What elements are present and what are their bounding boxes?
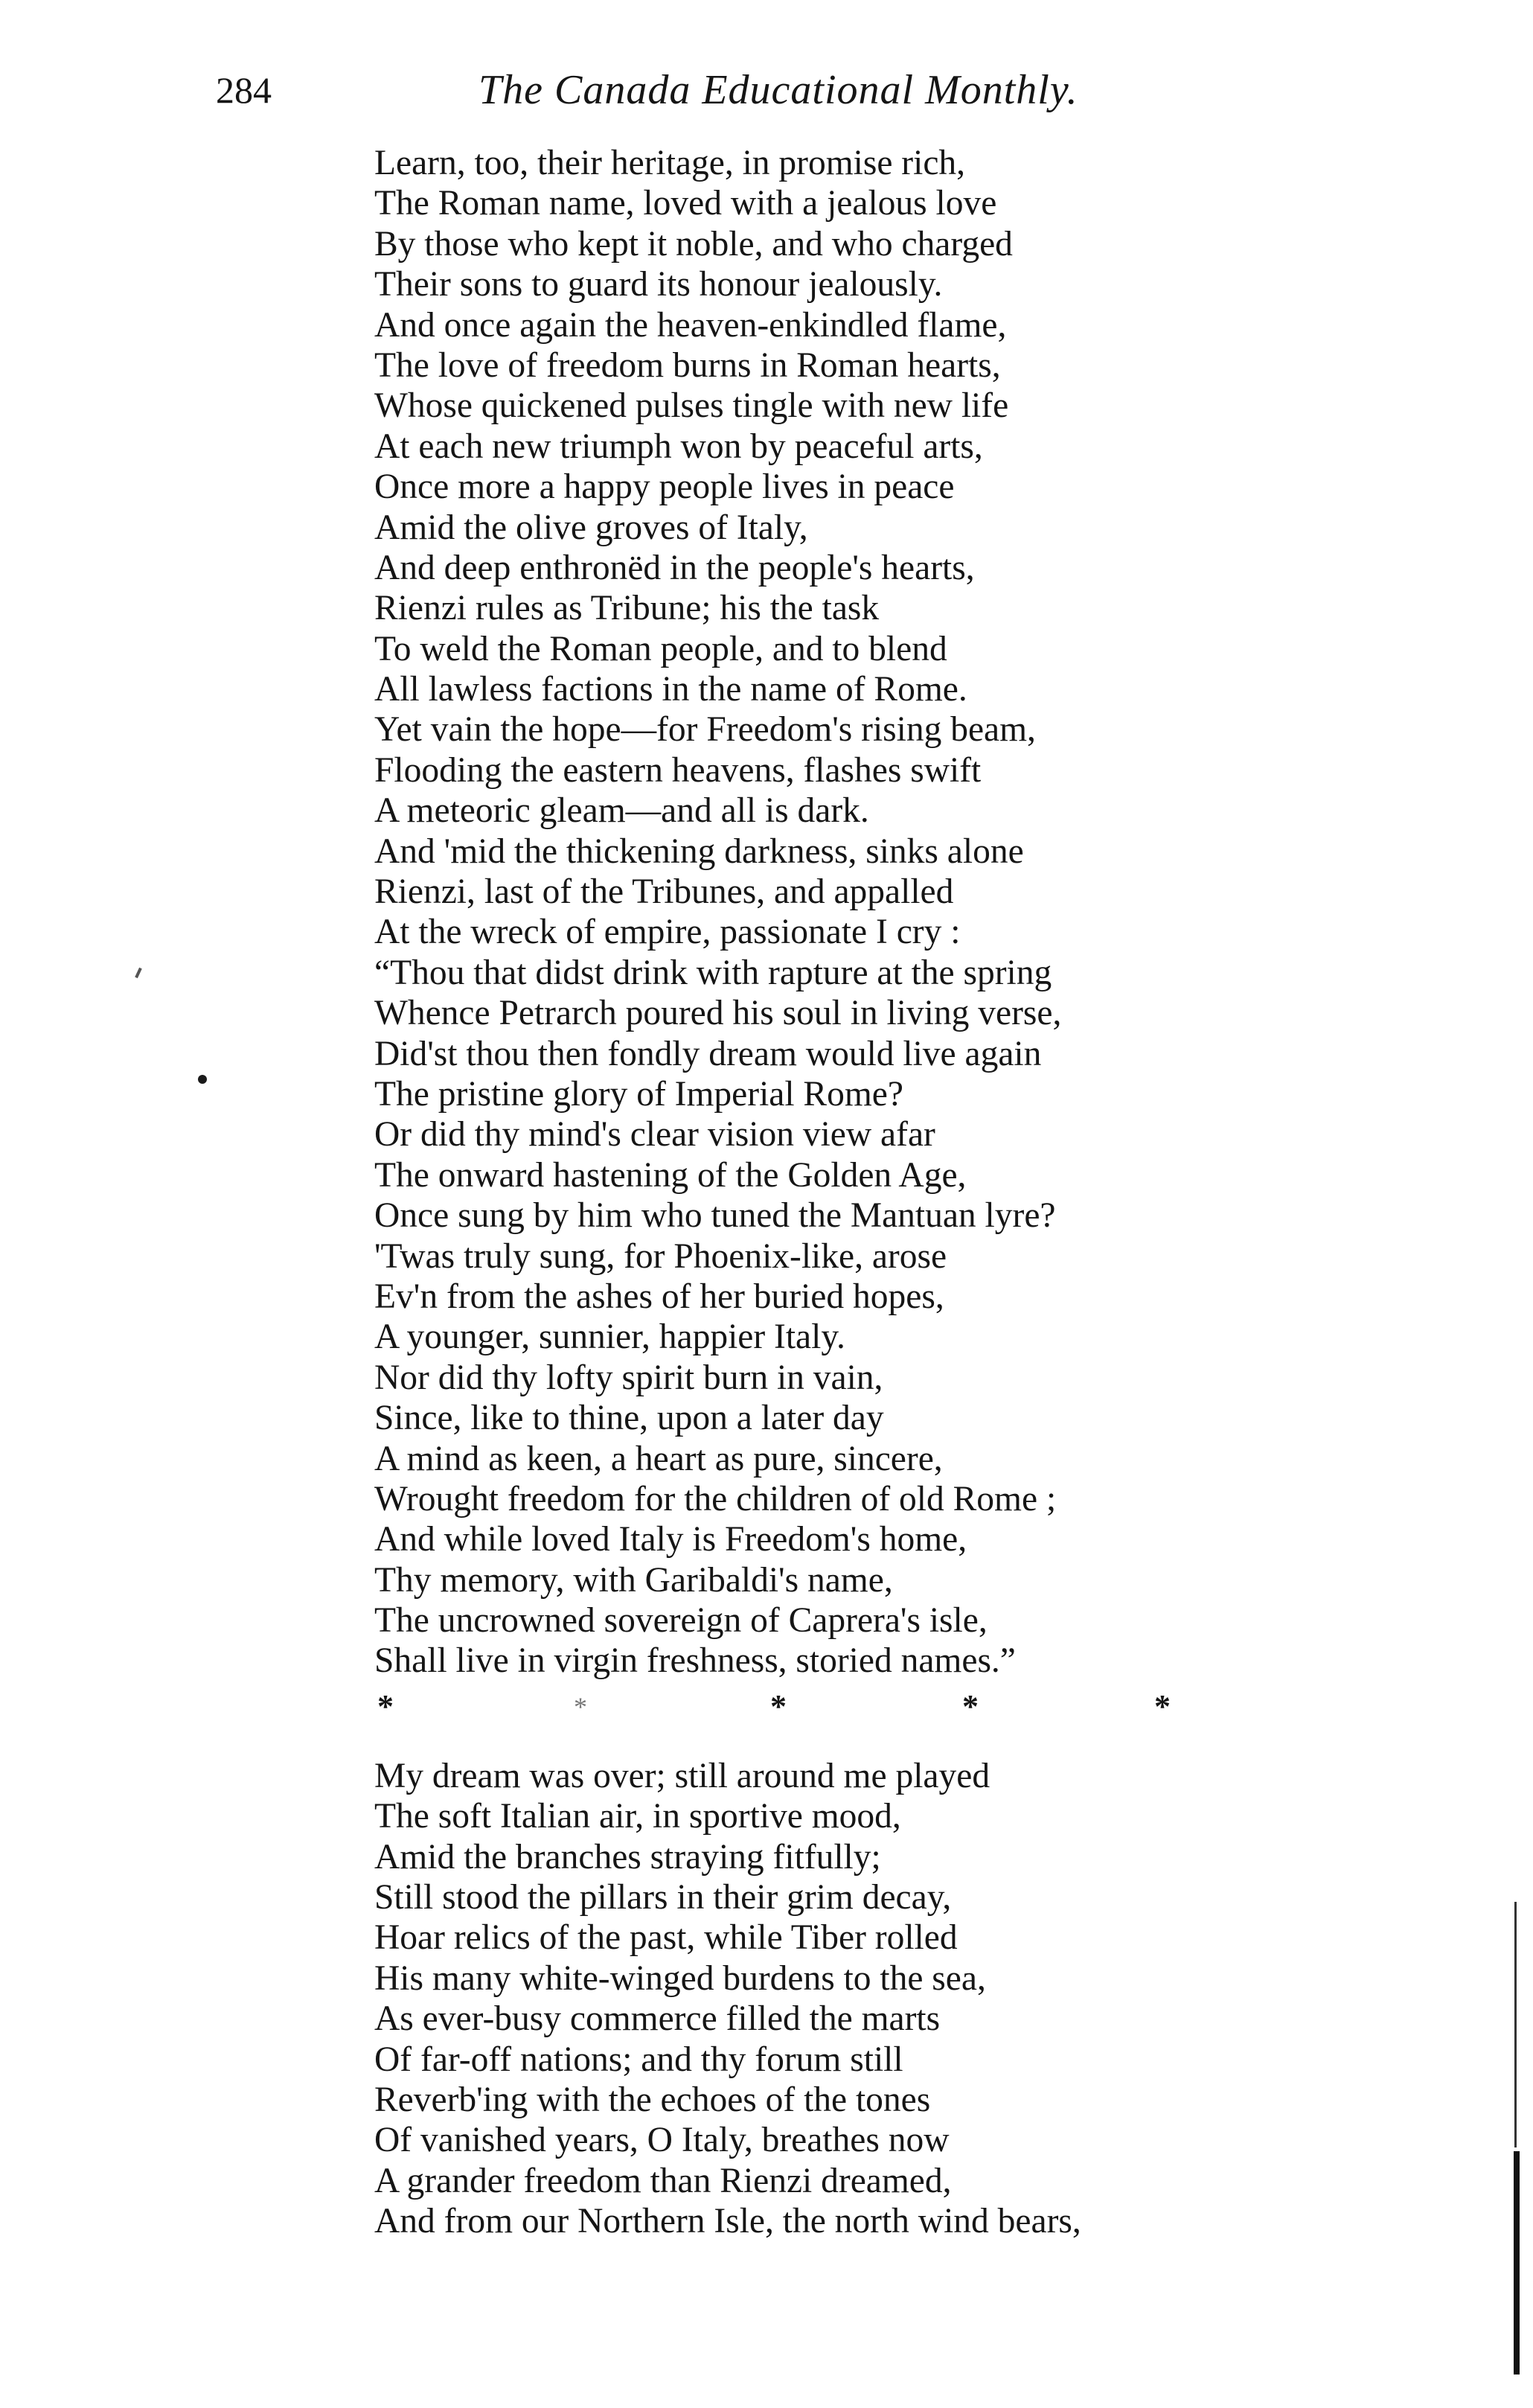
poem-line: Did'st thou then fondly dream would live again [374,1034,1042,1073]
poem-line: Nor did thy lofty spirit burn in vain, [374,1358,883,1397]
poem-line: A younger, sunnier, happier Italy. [374,1318,845,1357]
poem-line: Ev'n from the ashes of her buried hopes, [374,1277,944,1316]
poem-line: Whose quickened pulses tingle with new life [374,386,1009,426]
poem-line: The love of freedom burns in Roman hearts, [374,345,1001,385]
poem-line: Or did thy mind's clear vision view afar [374,1115,935,1155]
poem-line: The onward hastening of the Golden Age, [374,1155,967,1195]
poem-line: Flooding the eastern heavens, flashes swift [374,750,982,790]
poem-line: The Roman name, loved with a jealous love [374,184,997,223]
poem-line: Amid the branches straying fitfully; [374,1837,881,1877]
poem-line: Their sons to guard its honour jealously. [374,265,943,304]
poem-line: Amid the olive groves of Italy, [374,508,808,547]
separator-star: * [962,1687,979,1725]
poem-line: Of vanished years, O Italy, breathes now [374,2121,950,2160]
page-number: 284 [216,69,272,111]
stanza-2 [374,1756,1491,2242]
poem-line: Reverb'ing with the echoes of the tones [374,2080,931,2119]
poem-line: 'Twas truly sung, for Phoenix-like, arose [374,1236,947,1276]
poem-line: And once again the heaven-enkindled flame, [374,305,1007,345]
poem-line: At each new triumph won by peaceful arts, [374,427,983,466]
stanza-1 [374,143,1491,1682]
poem-line: Once more a happy people lives in peace [374,467,955,507]
separator-star: * [1154,1687,1171,1725]
poem-line: A grander freedom than Rienzi dreamed, [374,2161,952,2200]
scan-speck [198,1075,207,1084]
poem-line: Rienzi rules as Tribune; his the task [374,589,880,628]
poem-line: To weld the Roman people, and to blend [374,629,947,668]
poem-line: The uncrowned sovereign of Caprera's isle, [374,1601,988,1641]
poem-line: Still stood the pillars in their grim decay, [374,1878,952,1917]
poem-line: And 'mid the thickening darkness, sinks alone [374,831,1024,871]
separator-star: * [770,1687,787,1725]
poem-line: By those who kept it noble, and who charged [374,224,1013,264]
poem-line: Wrought freedom for the children of old Rome ; [374,1479,1057,1518]
poem-line: Since, like to thine, upon a later day [374,1399,884,1438]
poem-line: Thy memory, with Garibaldi's name, [374,1560,893,1600]
poem-line: Hoar relics of the past, while Tiber rolled [374,1918,958,1958]
separator-star: * [377,1687,394,1725]
poem-line: A meteoric gleam—and all is dark. [374,791,869,831]
poem-line: The pristine glory of Imperial Rome? [374,1074,903,1114]
running-title: The Canada Educational Monthly. [479,67,1078,113]
poem-line: Once sung by him who tuned the Mantuan lyre? [374,1196,1056,1236]
poem-line: And while loved Italy is Freedom's home, [374,1520,967,1559]
poem-line: “Thou that didst drink with rapture at the spring [374,953,1052,992]
poem-line: Of far-off nations; and thy forum still [374,2040,903,2079]
poem-line: The soft Italian air, in sportive mood, [374,1797,901,1836]
poem-line: His many white-winged burdens to the sea, [374,1958,986,1998]
poem-line: At the wreck of empire, passionate I cry : [374,913,961,952]
poem-line: Whence Petrarch poured his soul in living verse, [374,994,1062,1033]
separator-star: * [574,1691,587,1722]
poem-line: A mind as keen, a heart as pure, sincere, [374,1439,943,1478]
page-header [0,64,1533,124]
poem-line: My dream was over; still around me played [374,1756,990,1795]
poem-line: All lawless factions in the name of Rome. [374,670,967,709]
scan-mark [135,968,142,978]
poem [374,143,1491,2242]
poem-line: Yet vain the hope—for Freedom's rising beam, [374,710,1036,750]
poem-line: As ever-busy commerce filled the marts [374,1999,941,2039]
scan-edge-line [1514,1902,1517,2147]
poem-line: Rienzi, last of the Tribunes, and appalled [374,872,954,912]
poem-line: Learn, too, their heritage, in promise rich, [374,144,966,182]
scan-edge-bar [1514,2151,1520,2375]
poem-line: And from our Northern Isle, the north wind bears, [374,2202,1081,2241]
section-separator [374,1684,1193,1729]
poem-line: And deep enthronëd in the people's hearts, [374,548,975,587]
poem-line: Shall live in virgin freshness, storied names.” [374,1641,1016,1681]
